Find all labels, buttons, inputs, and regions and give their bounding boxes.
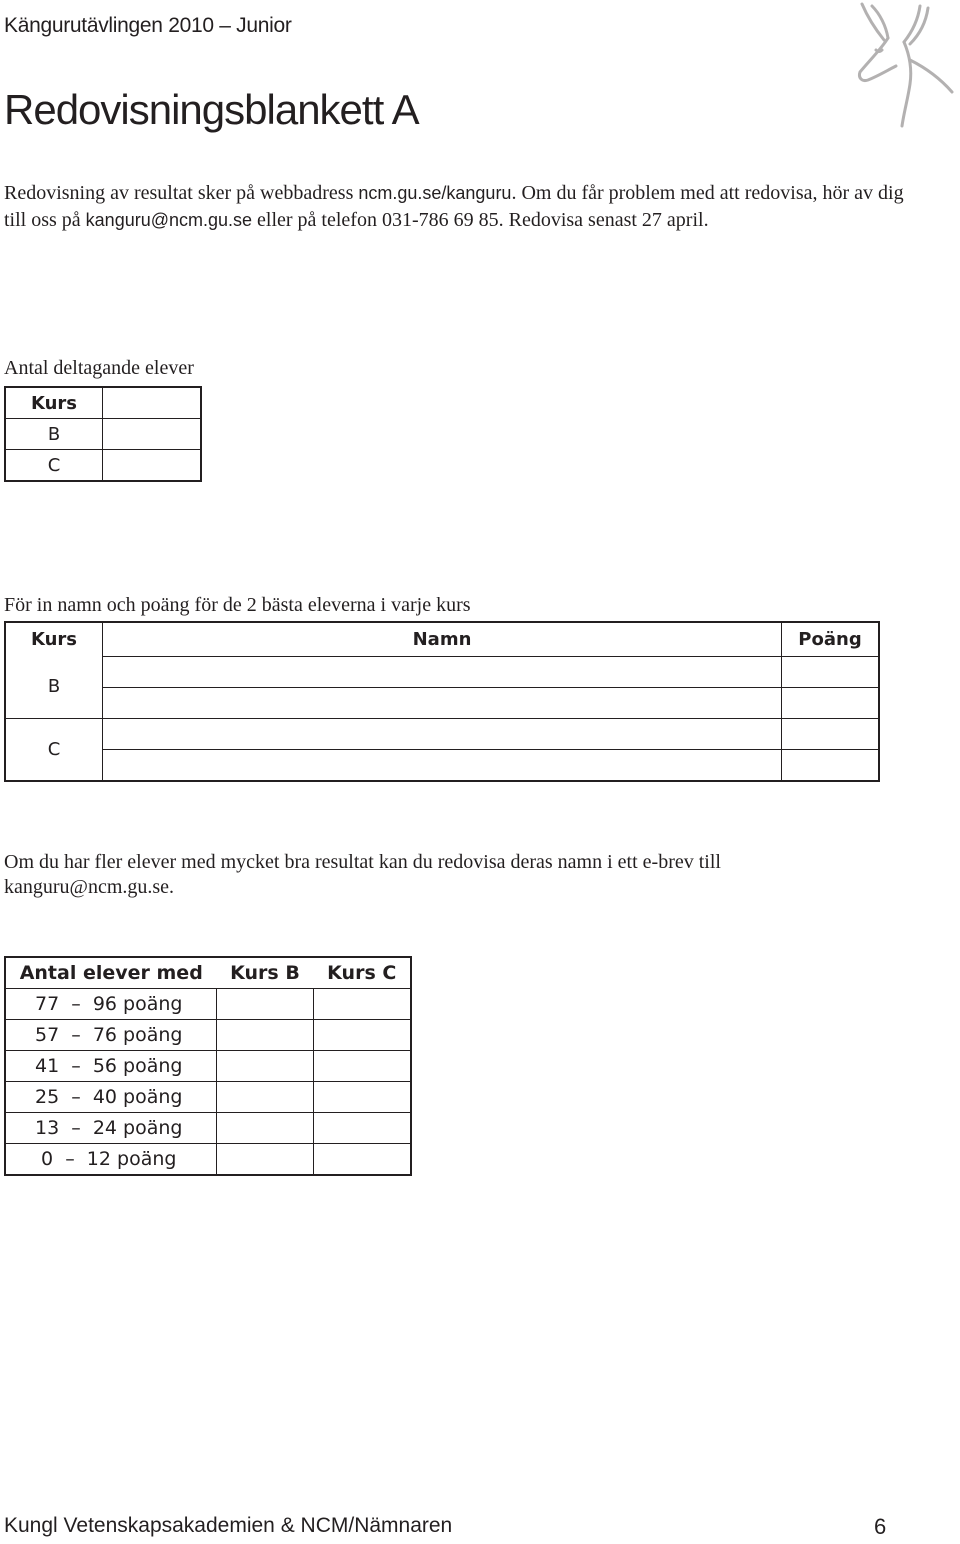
dist-kurs-b-field[interactable] — [217, 1144, 314, 1176]
best-header-poang: Poäng — [782, 622, 880, 656]
dist-header-kurs-c: Kurs C — [327, 962, 397, 984]
participants-count-c-field[interactable] — [103, 450, 202, 482]
best-c2-name-field[interactable] — [103, 749, 782, 781]
dist-range-label: 25 – 40 poäng — [35, 1086, 183, 1108]
best-b1-points-field[interactable] — [782, 656, 880, 687]
more-students-note: Om du har fler elever med mycket bra resultat kan du redovisa deras namn i ett e-brev till kanguru@ncm.gu.se. — [4, 851, 721, 898]
dist-kurs-c-field[interactable] — [314, 1082, 412, 1113]
dist-range — [5, 1082, 217, 1113]
participants-header-value — [103, 387, 202, 419]
best-c1-name-field[interactable] — [103, 718, 782, 749]
distribution-table — [4, 956, 412, 1176]
participants-header-kurs: Kurs — [5, 387, 103, 419]
participants-table — [4, 386, 202, 482]
dist-kurs-b-field[interactable] — [217, 1113, 314, 1144]
website-link[interactable]: ncm.gu.se/kanguru — [358, 183, 512, 203]
header-title: Kängurutävlingen 2010 – Junior — [4, 14, 292, 37]
dist-range — [5, 1144, 217, 1176]
best-header-kurs: Kurs — [30, 629, 78, 650]
intro-text — [4, 180, 904, 234]
dist-range-label: 0 – 12 poäng — [35, 1148, 177, 1170]
best-c1-points-field[interactable] — [782, 718, 880, 749]
email-link[interactable]: kanguru@ncm.gu.se — [85, 210, 253, 230]
dist-range — [5, 989, 217, 1020]
dist-kurs-b-field[interactable] — [217, 1082, 314, 1113]
participants-course-b: B — [5, 419, 103, 450]
best-b1-name-field[interactable] — [103, 656, 782, 687]
participants-label: Antal deltagande elever — [4, 357, 194, 379]
dist-range-label: 13 – 24 poäng — [35, 1117, 183, 1139]
page-number: 6 — [874, 1514, 887, 1539]
best-b2-name-field[interactable] — [103, 687, 782, 718]
dist-kurs-c-field[interactable] — [314, 1113, 412, 1144]
intro-part2: . Om du får problem med att redovisa, hör av dig till oss på — [4, 182, 904, 231]
footer-text: Kungl Vetenskapsakademien & NCM/Nämnaren — [4, 1514, 453, 1537]
best-course-b: B — [5, 656, 103, 718]
best-students-label: För in namn och poäng för de 2 bästa eleverna i varje kurs — [4, 594, 471, 616]
dist-kurs-b-field[interactable] — [217, 1020, 314, 1051]
participants-course-c: C — [5, 450, 103, 482]
dist-range-label: 57 – 76 poäng — [35, 1024, 183, 1046]
intro-part3: eller på telefon 031-786 69 85. Redovisa senast 27 april. — [252, 209, 709, 231]
participants-count-b-field[interactable] — [103, 419, 202, 450]
dist-kurs-c-field[interactable] — [314, 1020, 412, 1051]
dist-range — [5, 1051, 217, 1082]
intro-part1: Redovisning av resultat sker på webbadress — [4, 182, 359, 204]
dist-range — [5, 1113, 217, 1144]
dist-kurs-c-field[interactable] — [314, 1144, 412, 1176]
dist-header-antal: Antal elever med — [19, 962, 203, 984]
dist-range — [5, 1020, 217, 1051]
dist-kurs-b-field[interactable] — [217, 1051, 314, 1082]
best-header-namn: Namn — [103, 622, 782, 656]
kangaroo-logo-icon — [848, 0, 960, 130]
dist-kurs-c-field[interactable] — [314, 989, 412, 1020]
dist-kurs-b-field[interactable] — [217, 989, 314, 1020]
dist-range-label: 41 – 56 poäng — [35, 1055, 183, 1077]
dist-header-kurs-b: Kurs B — [230, 962, 300, 984]
best-course-c: C — [5, 718, 103, 781]
best-c2-points-field[interactable] — [782, 749, 880, 781]
best-b2-points-field[interactable] — [782, 687, 880, 718]
page-title: Redovisningsblankett A — [4, 86, 419, 133]
dist-range-label: 77 – 96 poäng — [35, 993, 183, 1015]
best-students-table — [4, 621, 880, 782]
dist-kurs-c-field[interactable] — [314, 1051, 412, 1082]
